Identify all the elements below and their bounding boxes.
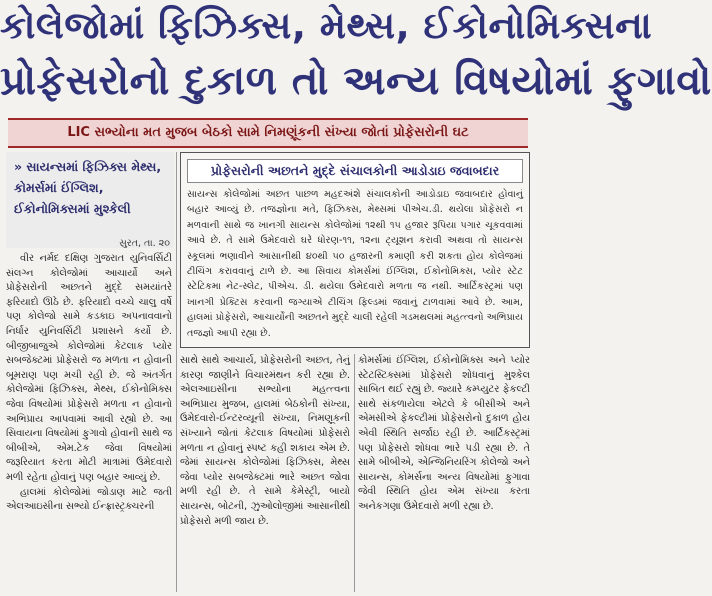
- article-column-1: [6, 252, 172, 592]
- article-paragraph: હાલમાં કોલેજોમાં જોડાણ માટે જતી એલઆઇસીના સભ્યો ઈન્ફ્રાસ્ટ્રક્ચરની: [6, 486, 172, 513]
- boxed-story: [180, 152, 530, 348]
- subheadline: LIC સભ્યોના મત મુજબ બેઠકો સામે નિમણૂંકની સંખ્યા જોતાં પ્રોફેસરોની ઘટ: [8, 118, 528, 148]
- boxed-story-title: પ્રોફેસરોની અછતને મુદ્દે સંચાલકોની આડોડાઇ જવાબદાર: [187, 159, 523, 183]
- column-divider: [176, 152, 177, 592]
- article-paragraph: કોમર્સમાં ઈંગ્લિશ, ઈકોનોમિક્સ અને પ્યોર સ્ટેટસ્ટિક્સમાં પ્રોફેસરો શોધવાનું મુશ્કેલ સાબિત થઈ રહ્યું છે. જ્યારે કમ્પ્યુટર ફેકલ્ટી સાથે સંકળાયેલા એટલે કે બીસીએ અને એમસીએ ફેકલ્ટીમાં પ્રોફેસરોનો દુકાળ હોય એવી સ્થિતિ સર્જાઇ રહી છે. આર્ટિકસ્ટ્રમાં પણ પ્રોફેસરો શોધવા ભારે પડી રહ્યા છે. તે સામે બીબીએ, એન્જિનિયરિંગ કોલેજો અને સાયન્સ, કોમર્સના અન્ય વિષયોમાં ફુગાવા જેવી સ્થિતિ હોય એમ સંખ્યા કરતા અનેકગણા ઉમેદવારો મળી રહ્યા છે.: [358, 355, 530, 512]
- article-paragraph: સાથે સાથે આચાર્ય, પ્રોફેસરોની અછત, તેનું કારણ જાણીને વિચારમંથન કરી રહ્યા છે. એલઆઇસીના સભ્યોના મહત્ત્વના અભિપ્રાય મુજબ, હાલમાં બેઠકોની સંખ્યા, ઉમેદવારો-ઈન્ટરવ્યૂની સંખ્યા, નિમણૂકની સંખ્યાને જોતાં કેટલાક વિષયોમાં પ્રોફેસરો મળતા ન હોવાનું સ્પષ્ટ કહી શકાય એમ છે. જેમાં સાયન્સ કોલેજોમાં ફિઝિક્સ, મેથ્સ જેવા પ્યોર સબજેક્ટમાં ભારે અછત જોવા મળી રહી છે. તે સામે કેમેસ્ટ્રી, બાયો સાયન્સ, બોટની, ઝુઓલોજીમાં આસાનીથી પ્રોફેસરો મળી જાય છે.: [180, 355, 350, 527]
- headline-line-1: કોલેજોમાં ફિઝિક્સ, મેથ્સ, ઈકોનોમિક્સના: [0, 4, 653, 47]
- column-divider: [354, 354, 355, 592]
- side-headline-box: [6, 152, 174, 248]
- side-headline: » સાયન્સમાં ફિઝિક્સ મેથ્સ, કોમર્સમાં ઈંગ્લિશ, ઈકોનોમિક્સમાં મુશ્કેલી: [14, 159, 162, 216]
- article-column-3: [358, 354, 530, 592]
- article-paragraph: વીર નર્મદ દક્ષિણ ગુજરાત યુનિવર્સિટી સંલગ્ન કોલેજોમાં આચાર્યો અને પ્રોફેસરોની અછતને મુદ્દે સમયાંતરે ફરિયાદો ઊઠે છે. ફરિયાદો વચ્ચે ચાલુ વર્ષે પણ કોલેજો સામે કડકાઇ અપનાવવાનો નિર્ધાર યુનિવર્સિટી પ્રશાસને કર્યો છે. બીજીબાજુએ કોલેજોમાં કેટલાક પ્યોર સબજેક્ટમાં પ્રોફેસરો જ મળતા ન હોવાની બૂમરાણ પણ મચી રહી છે. જે અંતર્ગત કોલેજોમાં ફિઝિક્સ, મેથ્સ, ઈકોનોમિક્સ જેવા વિષયોમાં પ્રોફેસરો મળતા ન હોવાનો અભિપ્રાય આપવામાં આવી રહ્યો છે. આ સિવાયના વિષયોમાં ફુગાવો હોવાની સાથે જ બીબીએ, એમ.ટેક જેવા વિષયોમાં જરૂરિયાત કરતા મોટી માત્રામાં ઉમેદવારો મળી રહેતા હોવાનું પણ બહાર આવ્યું છે.: [6, 253, 172, 483]
- boxed-story-body: સાયન્સ કોલેજોમાં અછત પાછળ મહદઅંશે સંચાલકોની આડોડાઇ જવાબદાર હોવાનું બહાર આવ્યું છે. તજજ્ઞોના મતે, ફિઝિક્સ, મેથ્સમાં પીએચ.ડી. થયેલા પ્રોફેસરો ન મળવાની સાથે જ ખાનગી સાયન્સ કોલેજોમાં ૧૨થી ૧૫ હજાર રૂપિયા પગાર ચૂકવવામાં આવે છે. તે સામે ઉમેદવારો ઘરે ધોરણ-૧૧, ૧૨ના ટ્યૂશન કરાવી અથવા તો સાયન્સ સ્કૂલમાં ભણાવીને આસાનીથી ૪૦થી ૫૦ હજારની કમાણી કરી શકતા હોય કોલેજમાં ટીચિંગ કરાવવાનું ટાળે છે. આ સિવાય કોમર્સમાં ઈંગ્લિશ, ઈકોનોમિક્સ, પ્યોર સ્ટેટ સ્ટેટિકમા નેટ-સ્લેટ, પીએચ. ડી. થયેલા ઉમેદવારો મળતા જ નથી. આર્ટિકસ્ટ્રમાં પણ ખાનગી પ્રેક્ટિસ કરવાની જગ્યાએ ટીચિંગ ફિલ્ડમાં જવાનું ટાળવામાં આવે છે. આમ, હાલમાં પ્રોફેસરો, આચાર્યોની અછતને મુદ્દે ચાલી રહેલી ગડમથલમાં મહત્ત્વનો અભિપ્રાય તજજ્ઞો આપી રહ્યા છે.: [187, 189, 523, 339]
- headline-line-2: પ્રોફેસરોનો દુકાળ તો અન્ય વિષયોમાં ફુગાવો: [0, 58, 712, 104]
- dateline: સુરત, તા. ૨૦: [119, 238, 170, 249]
- article-column-2: [180, 354, 350, 592]
